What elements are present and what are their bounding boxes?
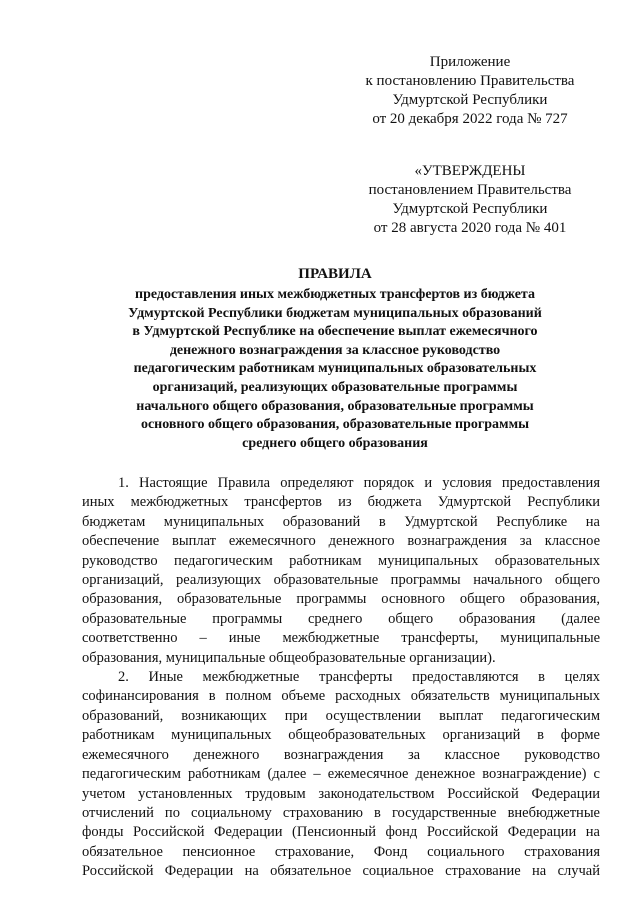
- body-line: работникам муниципальных общеобразовательных организаций в форме: [82, 727, 600, 744]
- approved-line: постановлением Правительства: [368, 182, 572, 198]
- body-line: 1. Настоящие Правила определяют порядок и условия предоставления: [118, 475, 600, 491]
- body-line: фонды Российской Федерации (Пенсионный фонд Российской Федерации на: [82, 824, 600, 841]
- body-line: софинансирования в полном объеме расходных обязательств муниципальных: [82, 688, 600, 705]
- body-line: педагогическим работникам (далее – ежемесячное денежное вознаграждение) с: [82, 766, 600, 783]
- document-subtitle: [90, 286, 580, 453]
- subtitle-line: основного общего образования, образовательные программы: [140, 417, 530, 433]
- body-line: обеспечение выплат ежемесячного денежного вознаграждения за классное: [82, 533, 600, 550]
- body-line: образований, возникающих при осуществлении выплат педагогическим: [82, 707, 600, 724]
- body-line: соответственно – иные межбюджетные трансферты, муниципальные: [82, 630, 600, 647]
- body-line: руководство педагогическим работникам муниципальных образовательных: [82, 552, 600, 569]
- body-line: Российской Федерации на обязательное социальное страхование на случай: [82, 863, 600, 880]
- subtitle-line: среднего общего образования: [242, 435, 428, 451]
- appendix-line: Приложение: [429, 54, 511, 70]
- paragraph-1: [82, 474, 600, 668]
- body-line: иных межбюджетных трансфертов из бюджета Удмуртской Республики: [82, 494, 600, 511]
- subtitle-line: организаций, реализующих образовательные программы: [152, 379, 518, 395]
- subtitle-line: педагогическим работникам муниципальных образовательных: [133, 361, 537, 377]
- body-line: ежемесячного денежного вознаграждения за классное руководство: [82, 746, 600, 763]
- subtitle-line: Удмуртской Республики бюджетам муниципальных образований: [128, 305, 542, 321]
- body-line: учетом установленных трудовым законодательством Российской Федерации: [82, 785, 600, 802]
- body-line: бюджетам муниципальных образований в Удмуртской Республике на: [82, 513, 600, 530]
- document-body: [82, 474, 600, 882]
- document-title: ПРАВИЛА: [298, 266, 372, 282]
- appendix-line: Удмуртской Республики: [392, 92, 548, 108]
- approved-line: Удмуртской Республики: [392, 201, 548, 217]
- subtitle-line: предоставления иных межбюджетных трансфертов из бюджета: [135, 287, 535, 302]
- subtitle-line: начального общего образования, образовательные программы: [136, 398, 534, 414]
- paragraph-2: [82, 668, 600, 881]
- body-line: 2. Иные межбюджетные трансферты предоставляются в целях: [118, 669, 600, 686]
- approved-line: от 28 августа 2020 года № 401: [373, 220, 567, 236]
- body-line: образования, образовательные программы основного общего образования,: [82, 591, 600, 608]
- approved-line: «УТВЕРЖДЕНЫ: [414, 163, 526, 179]
- body-line: обязательное пенсионное страхование, Фонд социального страхования: [82, 843, 600, 860]
- body-line: образования, муниципальные общеобразовательные организации).: [82, 649, 496, 666]
- body-line: организаций, реализующих образовательные программы начального общего: [82, 572, 600, 589]
- body-line: отчислений по социальному страхованию в государственные внебюджетные: [82, 804, 600, 821]
- appendix-line: от 20 декабря 2022 года № 727: [372, 111, 568, 127]
- body-line: образовательные программы среднего общего образования (далее: [82, 610, 600, 627]
- subtitle-line: в Удмуртской Республике на обеспечение выплат ежемесячного: [132, 324, 538, 340]
- appendix-line: к постановлению Правительства: [365, 73, 575, 89]
- approved-block: [340, 162, 600, 238]
- appendix-block: [340, 53, 600, 129]
- subtitle-line: денежного вознаграждения за классное руководство: [169, 342, 501, 358]
